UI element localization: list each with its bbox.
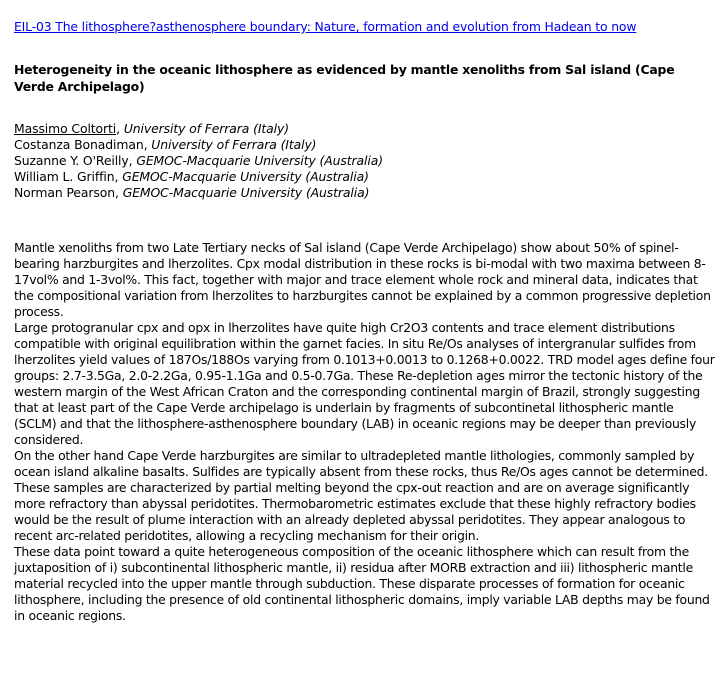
abstract-paragraph: Mantle xenoliths from two Late Tertiary necks of Sal island (Cape Verde Archipelago) show about 50% of spinel-bearing harzburgites and lherzolites. Cpx modal distribution in these rocks is bi-modal with two maxima between 8-17vol% and 1-3vol%. This fact, together with major and trace element whole rock and mineral data, indicates that the compositional variation from lherzolites to harzburgites cannot be explained by a common progressive depletion process. [14,240,711,319]
author-affiliation: University of Ferrara (Italy) [151,137,317,152]
author-entry: Suzanne Y. O'Reilly, GEMOC-Macquarie University (Australia) [14,153,383,168]
author-affiliation: GEMOC-Macquarie University (Australia) [136,153,383,168]
abstract-paragraph: On the other hand Cape Verde harzburgites are similar to ultradepleted mantle lithologies, commonly sampled by ocean island alkaline basalts. Sulfides are typically absent from these rocks, thus Re/Os ages cannot be determined. These samples are characterized by partial melting beyond the cpx-out reaction and are on average significantly more refractory than abyssal peridotites. Thermobarometric estimates exclude that these highly refractory bodies would be the result of plume interaction with an already depleted abyssal peridotites. They appear analogous to recent arc-related peridotites, allowing a recycling mechanism for their origin. [14,448,708,543]
author-affiliation: GEMOC-Macquarie University (Australia) [122,185,370,200]
abstract-paragraph: Large protogranular cpx and opx in lherzolites have quite high Cr2O3 contents and trace element distributions compatible with original equilibration within the garnet facies. In situ Re/Os analyses of intergranular sulfides from lherzolites yield values of 187Os/188Os varying from 0.1013+0.0013 to 0.1268+0.0022. TRD model ages define four groups: 2.7-3.5Ga, 2.0-2.2Ga, 0.95-1.1Ga and 0.5-0.7Ga. These Re-depletion ages mirror the tectonic history of the western margin of the West African Craton and the corresponding continental margin of Brazil, strongly suggesting that at least part of the Cape Verde archipelago is underlain by fragments of subcontinetal lithospheric mantle (SCLM) and that the lithosphere-asthenosphere boundary (LAB) in oceanic regions may be deeper than previously considered. [14,320,715,447]
author-entry: William L. Griffin, GEMOC-Macquarie University (Australia) [14,169,369,184]
author-entry: Costanza Bonadiman, University of Ferrara (Italy) [14,137,317,152]
author-affiliation: University of Ferrara (Italy) [123,121,289,136]
presenting-author-name: Massimo Coltorti [14,121,117,136]
author-affiliation: GEMOC-Macquarie University (Australia) [122,169,369,184]
author-name: Norman Pearson [14,185,116,200]
session-link[interactable]: EIL-03 The lithosphere?asthenosphere boundary: Nature, formation and evolution from Hadean to now [14,19,637,34]
author-entry: Norman Pearson, GEMOC-Macquarie University (Australia) [14,185,370,200]
abstract-body [14,240,719,624]
author-name: Suzanne Y. O'Reilly [14,153,129,168]
author-entry: Massimo Coltorti, University of Ferrara (Italy) [14,121,289,136]
author-list [14,121,383,201]
author-name: William L. Griffin [14,169,115,184]
author-name: Costanza Bonadiman [14,137,144,152]
abstract-title: Heterogeneity in the oceanic lithosphere as evidenced by mantle xenoliths from Sal island (Cape Verde Archipelago) [14,62,675,94]
abstract-paragraph: These data point toward a quite heterogeneous composition of the oceanic lithosphere which can result from the juxtaposition of i) subcontinental lithospheric mantle, ii) residua after MORB extraction and iii) lithospheric mantle material recycled into the upper mantle through subduction. These disparate processes of formation for oceanic lithosphere, including the presence of old continental lithospheric domains, imply variable LAB depths may be found in oceanic regions. [14,544,710,623]
